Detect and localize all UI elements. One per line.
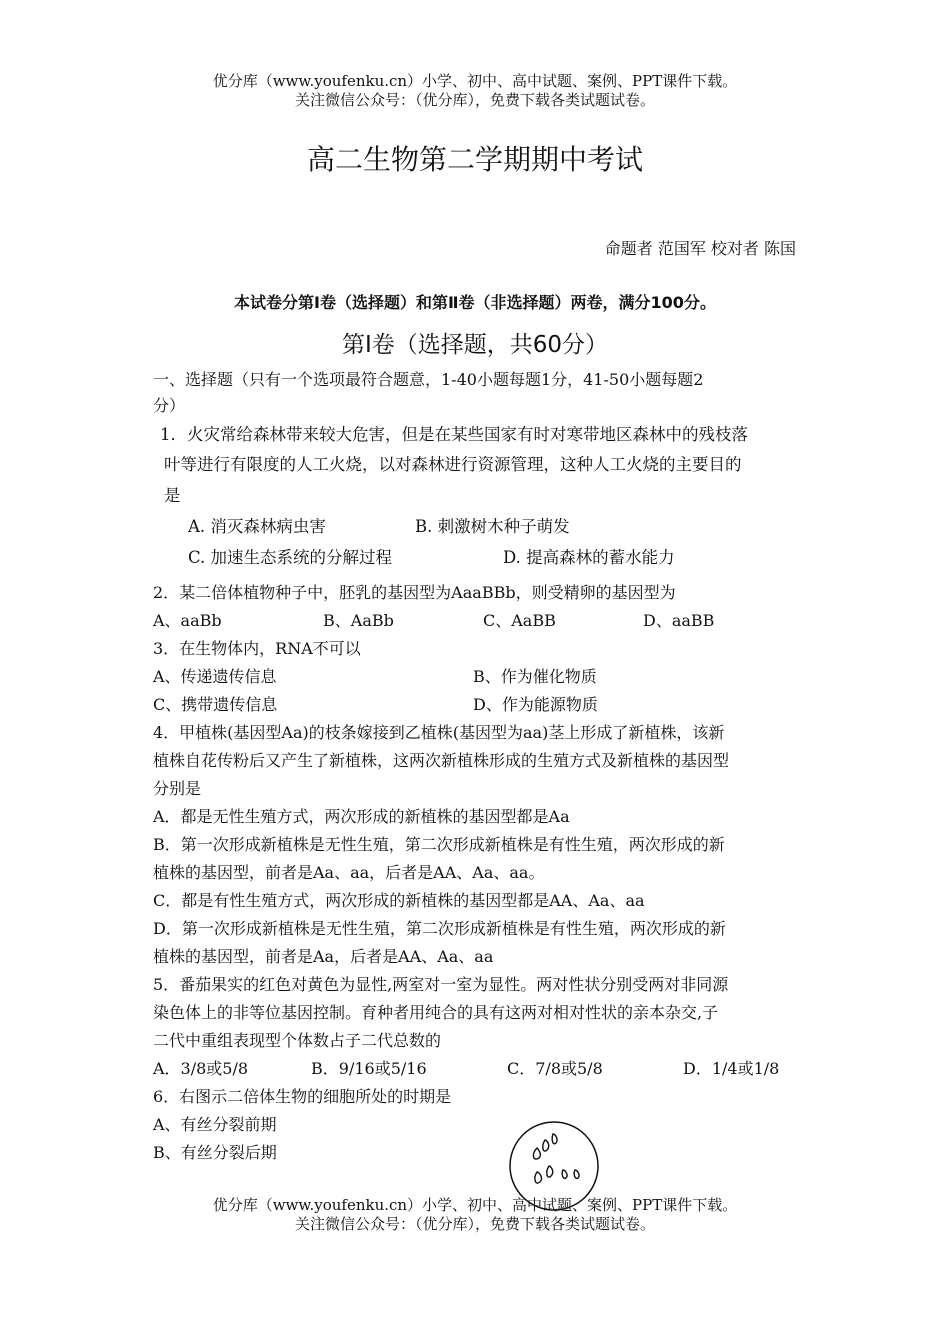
- q6-option-a: A、有丝分裂前期: [153, 1115, 277, 1134]
- part-title: 第Ⅰ卷（选择题，共60分）: [341, 332, 609, 358]
- q4-line-2: 植株自花传粉后又产生了新植株，这两次新植株形成的生殖方式及新植株的基因型: [153, 751, 730, 770]
- q2-option-c: C、AaBB: [483, 611, 556, 630]
- q1-option-b: B. 刺激树木种子萌发: [415, 517, 570, 536]
- footer-line-2: 关注微信公众号：（优分库），免费下载各类试题试卷。: [294, 1215, 655, 1233]
- q2-option-b: B、AaBb: [323, 611, 394, 630]
- q4-option-d-line-2: 植株的基因型，前者是Aa，后者是AA、Aa、aa: [153, 947, 494, 966]
- q4-option-a: A．都是无性生殖方式，两次形成的新植株的基因型都是Aa: [153, 807, 570, 826]
- q4-option-b-line-1: B．第一次形成新植株是无性生殖，第二次形成新植株是有性生殖，两次形成的新: [153, 835, 725, 854]
- q4-line-1: 4．甲植株(基因型Aa)的枝条嫁接到乙植株(基因型为aa)茎上形成了新植株，该新: [153, 723, 725, 742]
- q3-option-c: C、携带遗传信息: [153, 695, 278, 714]
- q1-option-d: D. 提高森林的蓄水能力: [503, 548, 675, 567]
- q2-option-d: D、aaBB: [643, 611, 715, 630]
- q3-stem: 3．在生物体内，RNA不可以: [153, 639, 361, 658]
- q5-line-2: 染色体上的非等位基因控制。育种者用纯合的具有这两对相对性状的亲本杂交,子: [153, 1003, 719, 1022]
- q3-option-d: D、作为能源物质: [473, 695, 598, 714]
- q4-option-d-line-1: D．第一次形成新植株是无性生殖，第二次形成新植株是有性生殖，两次形成的新: [153, 919, 726, 938]
- q5-line-1: 5．番茄果实的红色对黄色为显性,两室对一室为显性。两对性状分别受两对非同源: [153, 975, 729, 994]
- q5-line-3: 二代中重组表现型个体数占子二代总数的: [153, 1031, 442, 1050]
- q4-option-b-line-2: 植株的基因型，前者是Aa、aa，后者是AA、Aa、aa。: [153, 863, 545, 882]
- section-line-2: 分）: [153, 396, 186, 415]
- exam-note: 本试卷分第Ⅰ卷（选择题）和第Ⅱ卷（非选择题）两卷，满分100分。: [234, 293, 716, 312]
- q5-option-d: D．1/4或1/8: [683, 1059, 780, 1078]
- q1-option-c: C. 加速生态系统的分解过程: [188, 548, 393, 567]
- q5-option-c: C．7/8或5/8: [507, 1059, 603, 1078]
- q1-line-3: 是: [164, 486, 181, 505]
- q6-option-b: B、有丝分裂后期: [153, 1143, 277, 1162]
- q2-option-a: A、aaBb: [153, 611, 222, 630]
- q5-option-a: A．3/8或5/8: [153, 1059, 249, 1078]
- footer-line-1: 优分库（www.youfenku.cn）小学、初中、高中试题、案例、PPT课件下载。: [212, 1196, 738, 1214]
- authors: 命题者 范国军 校对者 陈国: [604, 239, 796, 258]
- q1-line-2: 叶等进行有限度的人工火烧，以对森林进行资源管理，这种人工火烧的主要目的: [164, 455, 742, 474]
- header-line-1: 优分库（www.youfenku.cn）小学、初中、高中试题、案例、PPT课件下载。: [212, 72, 738, 90]
- q5-option-b: B．9/16或5/16: [311, 1059, 427, 1078]
- q6-stem: 6．右图示二倍体生物的细胞所处的时期是: [153, 1087, 452, 1106]
- q4-option-c: C．都是有性生殖方式，两次形成的新植株的基因型都是AA、Aa、aa: [153, 891, 645, 910]
- q4-line-3: 分别是: [153, 779, 202, 798]
- q3-option-a: A、传递遗传信息: [153, 667, 277, 686]
- q1-option-a: A. 消灭森林病虫害: [188, 517, 326, 536]
- section-line-1: 一、选择题（只有一个选项最符合题意，1-40小题每题1分，41-50小题每题2: [153, 370, 704, 389]
- q3-option-b: B、作为催化物质: [473, 667, 597, 686]
- q1-line-1: 1．火灾常给森林带来较大危害，但是在某些国家有时对寒带地区森林中的残枝落: [160, 425, 748, 444]
- header-line-2: 关注微信公众号：（优分库），免费下载各类试题试卷。: [294, 91, 655, 109]
- page-title: 高二生物第二学期期中考试: [306, 143, 643, 176]
- q2-stem: 2．某二倍体植物种子中，胚乳的基因型为AaaBBb，则受精卵的基因型为: [153, 583, 676, 602]
